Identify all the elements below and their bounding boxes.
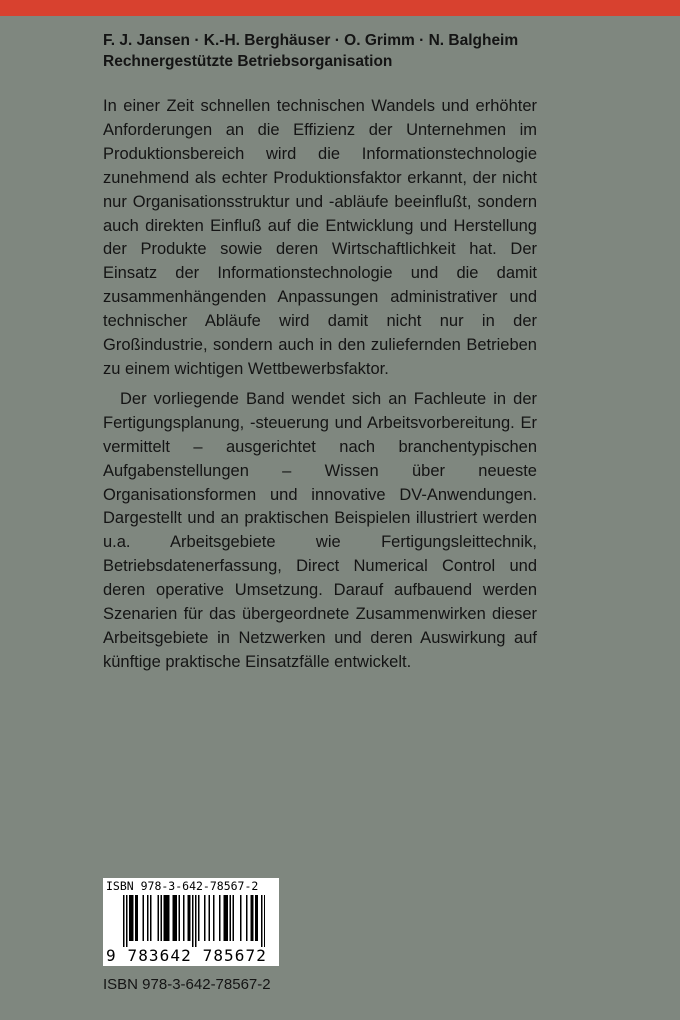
top-color-band <box>0 0 680 16</box>
barcode-bar <box>167 895 169 941</box>
barcode-bar <box>147 895 149 941</box>
barcode-bar <box>227 895 229 941</box>
barcode-bars <box>123 895 265 947</box>
barcode-bar <box>179 895 181 941</box>
barcode-bar <box>224 895 226 941</box>
barcode-bar <box>126 895 128 947</box>
barcode-bar <box>230 895 232 941</box>
blurb-text <box>103 95 537 675</box>
blurb-paragraph-1: In einer Zeit schnellen technischen Wandels und erhöhter Anforderungen an die Effizienz der Unternehmen im Produktionsbereich wird die Informationstechnologie zunehmend als echter Produktionsfaktor erkannt, der nicht nur Organisationsstruktur und -abläufe beeinflußt, sondern auch direkten Einfluß auf die Entwicklung und Herstellung der Produkte sowie deren Wirtschaftlichkeit hat. Der Einsatz der Informationstechnologie und die damit zusammenhängenden Anpassungen administrativer und technischer Abläufe wird damit nicht nur in der Großindustrie, sondern auch in den zuliefernden Betrieben zu einem wichtigen Wettbewerbsfaktor. <box>103 97 537 378</box>
barcode-bar <box>165 895 167 941</box>
barcode-bar <box>131 895 133 941</box>
barcode-isbn-label: ISBN 978-3-642-78567-2 <box>106 879 259 893</box>
barcode-bar <box>204 895 206 941</box>
barcode-bar <box>213 895 215 941</box>
barcode-bar <box>168 895 170 941</box>
barcode-bar <box>158 895 160 941</box>
barcode-bar <box>257 895 259 941</box>
barcode-bar <box>132 895 134 941</box>
barcode-bar <box>161 895 163 941</box>
barcode-bar <box>176 895 178 941</box>
barcode-bar <box>264 895 265 947</box>
barcode-bar <box>174 895 176 941</box>
barcode-bar <box>225 895 227 941</box>
barcode-bar <box>189 895 191 941</box>
blurb-paragraph-2: Der vorliegende Band wendet sich an Fachleute in der Fertigungsplanung, -steuerung und Arbeitsvorbereitung. Er vermittelt – ausgerichtet nach branchentypischen Aufgabenstellungen – Wissen über neueste Organisationsformen und innovative DV-Anwendungen. Dargestellt und an praktischen Beispielen illustriert werden u.a. Arbeitsgebiete wie Fertigungsleittechnik, Betriebsdatenerfassung, Direct Numerical Control und deren operative Umsetzung. Darauf aufbauend werden Szenarien für das übergeordnete Zusammenwirken dieser Arbeitsgebiete in Netzwerken und deren Auswirkung auf künftige praktische Einsatzfälle entwickelt. <box>103 389 537 671</box>
barcode-bar <box>123 895 125 947</box>
barcode-digits: 9 783642 785672 <box>106 946 267 965</box>
barcode-bar <box>251 895 253 941</box>
barcode-bar <box>188 895 190 941</box>
barcode-bar <box>135 895 137 941</box>
barcode-bar <box>192 895 194 947</box>
barcode-bar <box>261 895 263 947</box>
book-title: Rechnergestützte Betriebsorganisation <box>103 53 393 70</box>
barcode-bar <box>137 895 139 941</box>
barcode-bar <box>255 895 257 941</box>
barcode-bar <box>233 895 235 941</box>
barcode-bar <box>198 895 200 941</box>
barcode-bar <box>209 895 211 941</box>
barcode-bar <box>195 895 197 947</box>
barcode-bar <box>129 895 131 941</box>
barcode-bar <box>183 895 185 941</box>
authors-line: F. J. Jansen · K.-H. Berghäuser · O. Grimm · N. Balgheim <box>103 32 519 49</box>
barcode-bar <box>246 895 248 941</box>
barcode-bar <box>252 895 254 941</box>
isbn-label: ISBN 978-3-642-78567-2 <box>103 976 271 993</box>
barcode-bar <box>173 895 175 941</box>
barcode-bar <box>219 895 221 941</box>
barcode-box <box>103 878 279 966</box>
barcode-bar <box>150 895 152 941</box>
barcode-bar <box>143 895 145 941</box>
barcode-bar <box>240 895 242 941</box>
barcode-bar <box>164 895 166 941</box>
